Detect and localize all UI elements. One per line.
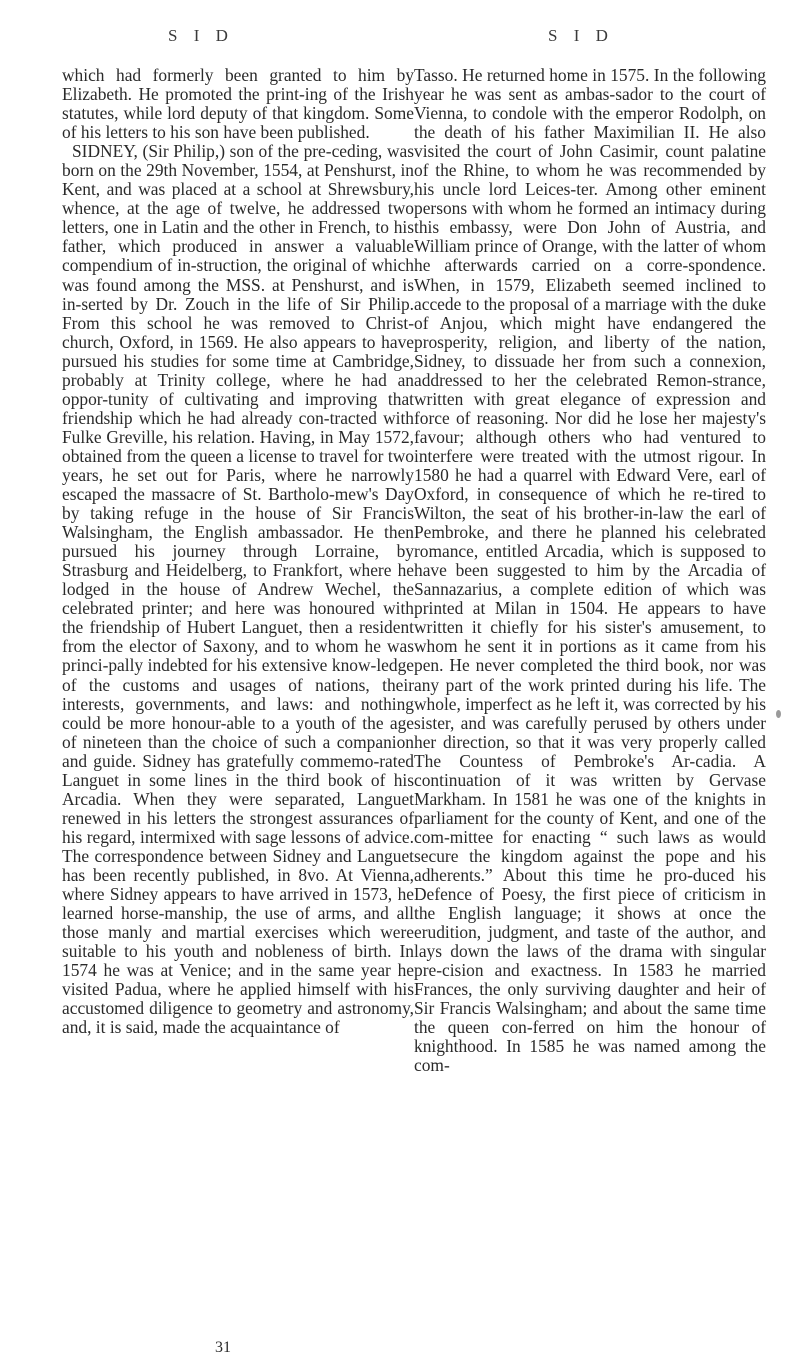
running-head-right: S I D [548,26,614,45]
paragraph: SIDNEY, (Sir Philip,) son of the pre-ceding, was born on the 29th November, 1554, at Penshurst, in Kent, and was placed at a school at Shrewsbury, whence, at the age of twelve, he addressed two letters, one in Latin and the other in French, to his father, which produced in answer a valuable compendium of in-struction, the original of which was found among the MSS. at Penshurst, and is in-serted by Dr. Zouch in the life of Sir Philip. From this school he was removed to Christ-church, Oxford, in 1569. He also appears to have pursued his studies for some time at Cambridge, probably at Trinity college, where he had an oppor-tunity of cultivating and improving that friendship which he had already con-tracted with Fulke Greville, his relation. Having, in May 1572, obtained from the queen a license to travel for two years, he set out for Paris, where he narrowly escaped the massacre of St. Bartholo-mew's Day by taking refuge in the house of Sir Francis Walsingham, the English ambassador. He then pursued his journey through Lorraine, by Strasburg and Heidelberg, to Frankfort, where he lodged in the house of Andrew Wechel, the celebrated printer; and here was honoured with the friendship of Hubert Languet, then a resident from the elector of Saxony, and to whom he was princi-pally indebted for his extensive know-ledge of the customs and usages of nations, their interests, governments, and laws: and nothing could be more honour-able to a youth of the age of nineteen than the choice of such a companion and guide. Sidney has gratefully commemo-rated Languet in some lines in the third book of his Arcadia. When they were separated, Languet renewed in his letters the strongest assurances of his regard, intermixed with sage lessons of advice. The correspondence between Sidney and Languet has been recently published, in 8vo. At Vienna, where Sidney appears to have arrived in 1573, he learned horse-manship, the use of arms, and all those manly and martial exercises which were suitable to his youth and nobleness of birth. In 1574 he was at Venice; and in the same year he visited Padua, where he applied himself with his accustomed diligence to geometry and astronomy, and, it is said, made the acquaintance of [62,141,414,1038]
right-column [414,66,766,1075]
paragraph: which had formerly been granted to him by Elizabeth. He promoted the print-ing of the Irish statutes, while lord deputy of that kingdom. Some of his letters to his son have been published. [62,65,414,143]
running-head-left: S I D [168,26,234,45]
print-speck [776,710,781,718]
left-column [62,66,414,1037]
page-number: 31 [215,1339,231,1356]
paragraph: Tasso. He returned home in 1575. In the following year he was sent as ambas-sador to the court of Vienna, to condole with the emperor Rodolph, on the death of his father Maximilian II. He also visited the court of John Casimir, count palatine of the Rhine, to whom he was recommended by his uncle lord Leices-ter. Among other eminent persons with whom he formed an intimacy during this embassy, were Don John of Austria, and William prince of Orange, with the latter of whom he afterwards carried on a corre-spondence. When, in 1579, Elizabeth seemed inclined to accede to the proposal of a marriage with the duke of Anjou, which might have endangered the prosperity, religion, and liberty of the nation, Sidney, to dissuade her from such a connexion, addressed to her the celebrated Remon-strance, written with great elegance of expression and force of reasoning. Nor did he lose her majesty's favour; although others who had ventured to interfere were treated with the utmost rigour. In 1580 he had a quarrel with Edward Vere, earl of Oxford, in consequence of which he re-tired to Wilton, the seat of his brother-in-law the earl of Pembroke, and there he planned his celebrated romance, entitled Arcadia, which is supposed to have been suggested to him by the Arcadia of Sannazarius, a complete edition of which was printed at Milan in 1504. He appears to have written it chiefly for his sister's amusement, to whom he sent it in portions as it came from his pen. He never completed the third book, nor was any part of the work printed during his life. The whole, imperfect as he left it, was corrected by his sister, and was carefully perused by others under her direction, so that it was very properly called The Countess of Pembroke's Ar-cadia. A continuation of it was written by Gervase Markham. In 1581 he was one of the knights in parliament for the county of Kent, and one of the com-mittee for enacting “ such laws as would secure the kingdom against the pope and his adherents.” About this time he pro-duced his Defence of Poesy, the first piece of criticism in the English language; it shows at once the erudition, judgment, and taste of the author, and lays down the laws of the drama with singular pre-cision and exactness. In 1583 he married Frances, the only surviving daughter and heir of Sir Francis Walsingham; and about the same time the queen con-ferred on him the honour of knighthood. In 1585 he was named among the com- [414,65,766,1076]
